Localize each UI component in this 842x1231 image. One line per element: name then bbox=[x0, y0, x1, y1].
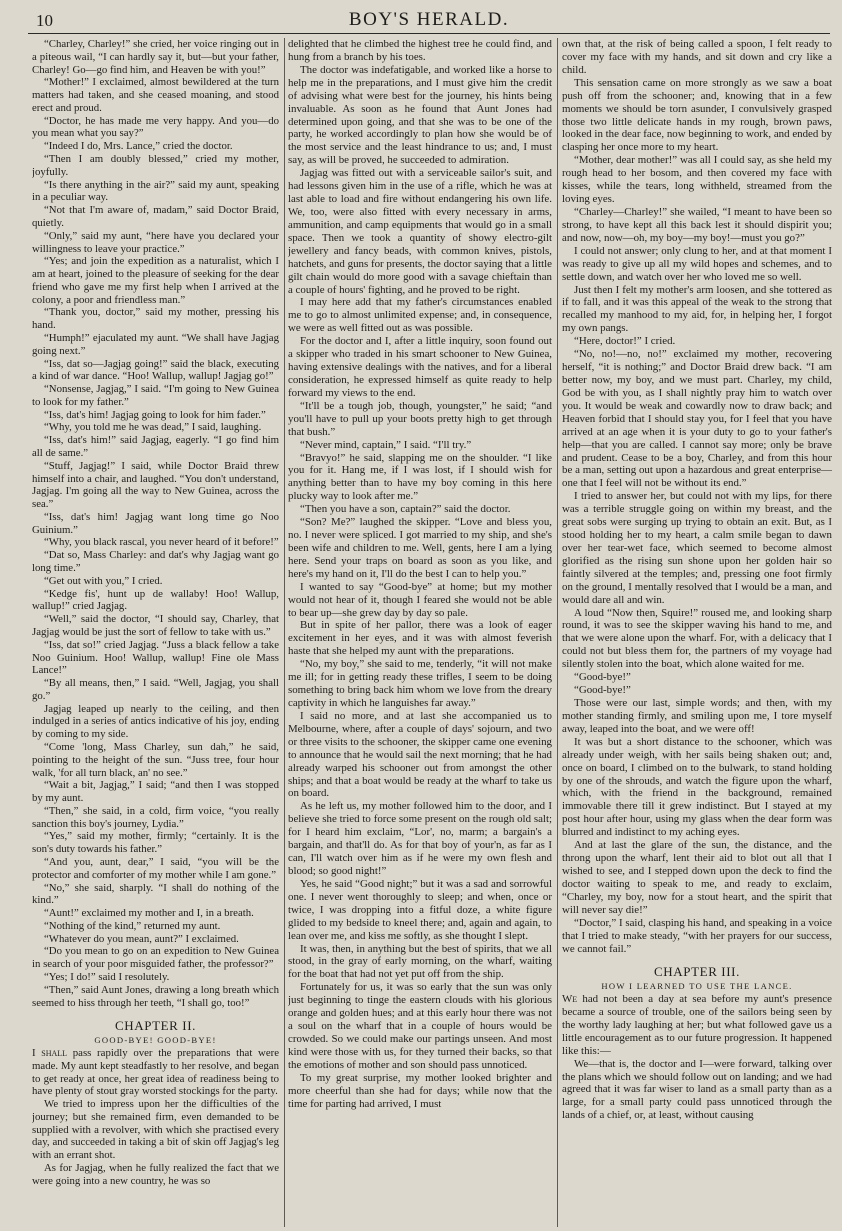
paragraph: “Iss, dat's him! Jagjag going to look for him fader.” bbox=[44, 408, 266, 421]
paragraph: “Indeed I do, Mrs. Lance,” cried the doctor. bbox=[44, 140, 233, 153]
paragraph: “Wait a bit, Jagjag,” I said; “and then I was stopped by my aunt. bbox=[32, 779, 279, 805]
paragraph: “Then,” she said, in a cold, firm voice, “you really sanction this boy's journey, Lydia.” bbox=[32, 804, 279, 830]
paragraph: “Yes; I do!” said I resolutely. bbox=[44, 971, 170, 984]
paragraph: “Never mind, captain,” I said. “I'll try.” bbox=[300, 438, 472, 451]
paragraph: “Mother!” I exclaimed, almost bewildered at the turn matters had taken, and she ceased moaning, and stood erect and proud. bbox=[32, 76, 279, 114]
paragraph: “It'll be a tough job, though, youngster,” he said; “and you'll have to pull up your boots pretty high to get through that bush.” bbox=[288, 399, 552, 438]
paragraph: “Get out with you,” I cried. bbox=[44, 574, 163, 587]
paragraph: “Good-bye!” bbox=[574, 684, 631, 697]
paragraph: “Only,” said my aunt, “here have you declared your willingness to leave your practice.” bbox=[32, 229, 279, 255]
chapter-heading: CHAPTER II. bbox=[115, 1018, 196, 1034]
column-divider bbox=[557, 38, 558, 1227]
paragraph: “Thank you, doctor,” said my mother, pressing his hand. bbox=[32, 306, 279, 332]
paragraph: For the doctor and I, after a little inquiry, soon found out a skipper who traded in his smart schooner to New Guinea, having extensive dealings with the natives, and for a liberal consideration, he expressed himself as quite ready to help forward my views to the end. bbox=[288, 335, 552, 399]
paragraph bbox=[32, 1047, 279, 1098]
paragraph: But in spite of her pallor, there was a look of eager excitement in her eyes, and it was with almost feverish haste that she helped my aunt with the preparations. bbox=[288, 619, 552, 658]
chapter-subtitle: GOOD-BYE! GOOD-BYE! bbox=[94, 1034, 217, 1045]
paragraph: “Bravyo!” he said, slapping me on the shoulder. “I like you for it. Hang me, if I was lost, if I should wish for anything better than to have my boy coming in this here plucky way to look after me.” bbox=[288, 451, 552, 503]
paragraph: “Humph!” ejaculated my aunt. “We shall have Jagjag going next.” bbox=[32, 331, 279, 357]
paragraph: The doctor was indefatigable, and worked like a horse to help me in the preparations, and I must give him the credit of advising what were best for the journey, his hints being invaluable. As soon as he found that Aunt Jones had determined upon going, and that she was to be one of the party, he worked accordingly to plan how she would be of the most service and the least hindrance to us; and, I must say, as will be proved, he succeeded to admiration. bbox=[288, 63, 552, 167]
paragraph: “Son? Me?” laughed the skipper. “Love and bless you, no. I never were spliced. I got married to my ship, and she's been wife and children to me. Well, gents, here I am a lying here. Send your traps on board as soon as you like, and here's my hand on it, I'll do the best I can to help you.” bbox=[288, 516, 552, 580]
chapter-heading: CHAPTER III. bbox=[654, 964, 740, 980]
paragraph: “Charley—Charley!” she wailed, “I meant to have been so strong, to have kept all this back lest it should dispirit you; and now, now—oh, my boy—my boy!—must you go?” bbox=[562, 205, 832, 244]
paragraph: Fortunately for us, it was so early that the sun was only just beginning to tinge the eastern clouds with his glorious orange and golden hues; and at this early hour there was not a soul on the wharf that in a couple of hours would be crowded. So we could make our partings unseen. And most kind were those with us, for they turned their backs, so that the emotions of mother and son should pass unnoticed. bbox=[288, 981, 552, 1071]
paragraph: “Why, you told me he was dead,” I said, laughing. bbox=[44, 421, 262, 434]
paragraph: “And you, aunt, dear,” I said, “you will be the protector and comforter of my mother while I am gone.” bbox=[32, 856, 279, 881]
column-divider bbox=[284, 38, 285, 1227]
paragraph: own that, at the risk of being called a spoon, I felt ready to cover my face with my hands, and sit down and cry like a child. bbox=[562, 38, 832, 76]
paragraph: “Nothing of the kind,” returned my aunt. bbox=[44, 919, 221, 932]
paragraph-lead: We bbox=[562, 993, 578, 1006]
paragraph: “Come 'long, Mass Charley, sun dah,” he said, pointing to the height of the sun. “Juss tree, four hour walk, 'for all turn black, an' no see.” bbox=[32, 740, 279, 779]
paragraph: Those were our last, simple words; and then, with my mother standing firmly, and smiling upon me, I tore myself away, leaped into the boat, and we were off! bbox=[562, 697, 832, 735]
paragraph: “Then you have a son, captain?” said the doctor. bbox=[300, 503, 511, 516]
paragraph: “Mother, dear mother!” was all I could say, as she held my rough head to her bosom, and then covered my face with kisses, while the tears, long withheld, streamed from the loving eyes. bbox=[562, 154, 832, 206]
paragraph: “Is there anything in the air?” said my aunt, speaking in a peculiar way. bbox=[32, 178, 279, 204]
paragraph: A loud “Now then, Squire!” roused me, and looking sharp round, it was to see the skipper waving his hand to me, and that we were alone upon the wharf. For, with a delicacy that I could not but bless them for, the partners of my voyage had silently stolen into the boat, which alone waited for me. bbox=[562, 606, 832, 671]
paragraph: And at last the glare of the sun, the distance, and the throng upon the wharf, lent their aid to blot out all that I wished to see, and I stepped down upon the deck to find the doctor waiting to speak to me, and ready to exclaim, “Charley, my boy, now for a stout heart, and the spirit that will never say die!” bbox=[562, 839, 832, 916]
page-number: 10 bbox=[36, 11, 53, 30]
paragraph-lead: I shall bbox=[32, 1046, 68, 1059]
paragraph: “Do you mean to go on an expedition to New Guinea in search of your poor misguided father, the professor?” bbox=[32, 945, 279, 971]
paragraph-text: had not been a day at sea before my aunt's presence became a source of trouble, one of the sailors being seen by the worthy lady laughing at her; but what followed gave us a little encouragement as to our future progression. It happened like this:— bbox=[562, 993, 832, 1057]
paragraph: We tried to impress upon her the difficulties of the journey; but she remained firm, even demanded to be supplied with a revolver, with which she practised every day, and succeeded in taking a bit of skin off Jagjag's leg with an errant shot. bbox=[32, 1098, 279, 1162]
paragraph: I may here add that my father's circumstances enabled me to go to almost unlimited expense; and, in consequence, we were as well fitted out as was possible. bbox=[288, 296, 552, 335]
paragraph: “Yes; and join the expedition as a naturalist, which I am at heart, joined to the pleasure of seeking for the dear friend who gave me my first help when I arrived at the colony, a poor and friendless man.” bbox=[32, 255, 279, 306]
paragraph: Jagjag leaped up nearly to the ceiling, and then indulged in a series of antics indicative of his joy, ending by coming to my side. bbox=[32, 702, 279, 741]
paragraph: “Iss, dat's him! Jagjag want long time go Noo Guinium.” bbox=[32, 510, 279, 536]
paragraph: It was but a short distance to the schooner, which was already under weigh, with her sails being shaken out; and, once on board, I climbed on to the bulwark, to stand holding by one of the shrouds, and watch the figure upon the wharf, which, with the friend in the background, remained immovable there till it grew indistinct. But I stayed at my post hour after hour, using my glass when the dear form was blurred and indistinct to my aching eyes. bbox=[562, 735, 832, 839]
paragraph: Yes, he said “Good night;” but it was a sad and sorrowful one. I never went thoroughly to sleep; and when, once or twice, I was dropping into a fitful doze, a white figure glided to my bedside to kneel there; and, again and again, to lean over me, and kiss me softly, as she thought I slept. bbox=[288, 877, 552, 942]
paragraph: “Doctor, he has made me very happy. And you—do you mean what you say?” bbox=[32, 114, 279, 140]
paragraph: I said no more, and at last she accompanied us to Melbourne, where, after a couple of days' sojourn, and two or three visits to the schooner, the skipper came one evening to announce that he would sail the next morning; that he had already warped his schooner out from amongst the other ships; and that a boat would be ready at the wharf to take us on board. bbox=[288, 709, 552, 800]
paragraph: As for Jagjag, when he fully realized the fact that we were going into a new country, he was so bbox=[32, 1161, 279, 1187]
paragraph: “Dat so, Mass Charley: and dat's why Jagjag want go long time.” bbox=[32, 549, 279, 575]
paragraph: “Not that I'm aware of, madam,” said Doctor Braid, quietly. bbox=[32, 204, 279, 229]
paragraph: “Aunt!” exclaimed my mother and I, in a breath. bbox=[44, 907, 254, 920]
paragraph: This sensation came on more strongly as we saw a boat push off from the schooner; and, knowing that in a few moments we should be torn asunder, I convulsively grasped those two little delicate hands in my rough, brown paws, looked in the dear face, now beginning to work, and ended by clasping her once more to my heart. bbox=[562, 76, 832, 154]
paragraph: “No, no!—no, no!” exclaimed my mother, recovering herself, “it is nothing;” and Doctor Braid drew back. “I am better now, my boy, and we must part. Charley, my child, God be with you, as I shall nightly pray him to watch over you. It would be weak and cowardly now to draw back; and Heaven forbid that I should stay you, for I feel that you have arrived at an age when it is your duty to go to your father's help—that you are called. I cannot say more; only be brave and prudent. Cease to be a boy, Charley, and from this hour be a man, setting out upon a hazardous and great enterprise—one that I feel will not be without its end.” bbox=[562, 348, 832, 490]
paragraph: “No,” she said, sharply. “I shall do nothing of the kind.” bbox=[32, 881, 279, 907]
chapter-subtitle: HOW I LEARNED TO USE THE LANCE. bbox=[601, 980, 793, 991]
paragraph: “Whatever do you mean, aunt?” I exclaimed. bbox=[44, 932, 239, 945]
text-column-2 bbox=[288, 38, 552, 1228]
paragraph: As he left us, my mother followed him to the door, and I believe she tried to force some present on the rough old salt; for I heard him exclaim, “Lor', no, marm; a bargain's a bargain, and that'll do. As for that boy of your'n, as far as I can, I'll watch over him as if he were my own flesh and blood; so good night!” bbox=[288, 800, 552, 877]
paragraph: “Charley, Charley!” she cried, her voice ringing out in a piteous wail, “I can hardly say it, but—but your father, Charley! Go—go find him, and Heaven be with you!” bbox=[32, 38, 279, 76]
paragraph: To my great surprise, my mother looked brighter and more cheerful than she had for days; while now that the time for parting had arrived, I must bbox=[288, 1071, 552, 1110]
paragraph: “Iss, dat so—Jagjag going!” said the black, executing a kind of war dance. “Hoo! Wallup, wallup! Jagjag go!” bbox=[32, 357, 279, 383]
paragraph: It was, then, in anything but the best of spirits, that we all stood, in the gray of early morning, on the wharf, waiting for the boat that had not yet put off from the ship. bbox=[288, 942, 552, 981]
paragraph: “Well,” said the doctor, “I should say, Charley, that Jagjag would be just the sort of fellow to take with us.” bbox=[32, 613, 279, 638]
masthead-title: BOY'S HERALD. bbox=[348, 9, 510, 30]
paragraph: “Then,” said Aunt Jones, drawing a long breath which seemed to hiss through her teeth, “I shall go, too!” bbox=[32, 983, 279, 1009]
paragraph: “Here, doctor!” I cried. bbox=[574, 335, 676, 348]
paragraph: “Iss, dat so!” cried Jagjag. “Juss a black fellow a take Noo Guinium. Hoo! Wallup, wallup! Fine ole Mass Lance!” bbox=[32, 638, 279, 677]
paragraph: “Then I am doubly blessed,” cried my mother, joyfully. bbox=[32, 153, 279, 178]
paragraph: delighted that he climbed the highest tree he could find, and hung from a branch by his toes. bbox=[288, 38, 552, 63]
paragraph: “Yes,” said my mother, firmly; “certainly. It is the son's duty towards his father.” bbox=[32, 830, 279, 856]
paragraph: Just then I felt my mother's arm loosen, and she tottered as if to fall, and it was this appeal of the weak to the strong that recalled my manhood to my aid, for, in helping her, I forgot my own pangs. bbox=[562, 283, 832, 335]
paragraph: “Good-bye!” bbox=[574, 671, 631, 684]
paragraph: “By all means, then,” I said. “Well, Jagjag, you shall go.” bbox=[32, 677, 279, 702]
paragraph: “Why, you black rascal, you never heard of it before!” bbox=[44, 536, 279, 549]
text-column-1 bbox=[32, 38, 279, 1228]
text-column-3 bbox=[562, 38, 832, 1228]
paragraph: Jagjag was fitted out with a serviceable sailor's suit, and had lessons given him in the use of a rifle, which he was at last able to load and fire without endangering his own life. We, too, were also fitted with every necessary in arms, ammunition, and camp equipments that would go in a small space. Then we took a quantity of showy electro-gilt jewellery and fancy beads, with common knives, pistols, hatchets, and guns for presents, the doctor saying that a little gilt chain would do more good with a savage chieftain than a couple of hours' fighting, and he proved to be right. bbox=[288, 167, 552, 296]
paragraph: I tried to answer her, but could not with my lips, for there was a terrible struggle going on within my breast, and the great sobs were surging up trying to obtain an exit. But, as I stood holding her to my heart, a calm smile began to dawn over her tear-wet face, which seemed to become almost glorified as the rising sun shone upon her golden hair so faintly silvered at the temples; and, pressing one foot firmly on the ground, I mentally resolved that I would be a man, and would dare all and win. bbox=[562, 490, 832, 606]
paragraph: “Iss, dat's him!” said Jagjag, eagerly. “I go find him all de same.” bbox=[32, 434, 279, 459]
paragraph-text: pass rapidly over the preparations that were made. My aunt kept steadfastly to her resolve, and began to get ready at once, her great idea of readiness being to have plenty of stout gray worsted stockings for the party. bbox=[32, 1046, 279, 1098]
page-header bbox=[28, 7, 830, 34]
paragraph: “Nonsense, Jagjag,” I said. “I'm going to New Guinea to look for my father.” bbox=[32, 383, 279, 408]
paragraph bbox=[562, 993, 832, 1058]
paragraph: I could not answer; only clung to her, and at that moment I was ready to give up all my wild hopes and schemes, and to settle down, and watch over her who loved me so well. bbox=[562, 244, 832, 283]
paragraph: We—that is, the doctor and I—were forward, talking over the plans which we should follow out on landing; and we had agreed that it was far wiser to land as a small party than as a large, for a small party could pass unnoticed through the lands of a chief, or, at least, without causing bbox=[562, 1057, 832, 1122]
paragraph: “No, my boy,” she said to me, tenderly, “it will not make me ill; for in getting ready these trifles, I seem to be doing something to bring back him whom we love from the dreary captivity in which he languishes far away.” bbox=[288, 658, 552, 710]
paragraph: “Kedge fis', hunt up de wallaby! Hoo! Wallup, wallup!” cried Jagjag. bbox=[32, 587, 279, 613]
paragraph: “Doctor,” I said, clasping his hand, and speaking in a voice that I tried to make steady, “with her prayers for our success, we cannot fail.” bbox=[562, 916, 832, 955]
paragraph: I wanted to say “Good-bye” at home; but my mother would not hear of it, though I feared she would not be able to bear up—she grew day by day so pale. bbox=[288, 580, 552, 619]
paragraph: “Stuff, Jagjag!” I said, while Doctor Braid threw himself into a chair, and laughed. “You don't understand, Jagjag. I'm going all the way to New Guinea, across the sea.” bbox=[32, 459, 279, 511]
